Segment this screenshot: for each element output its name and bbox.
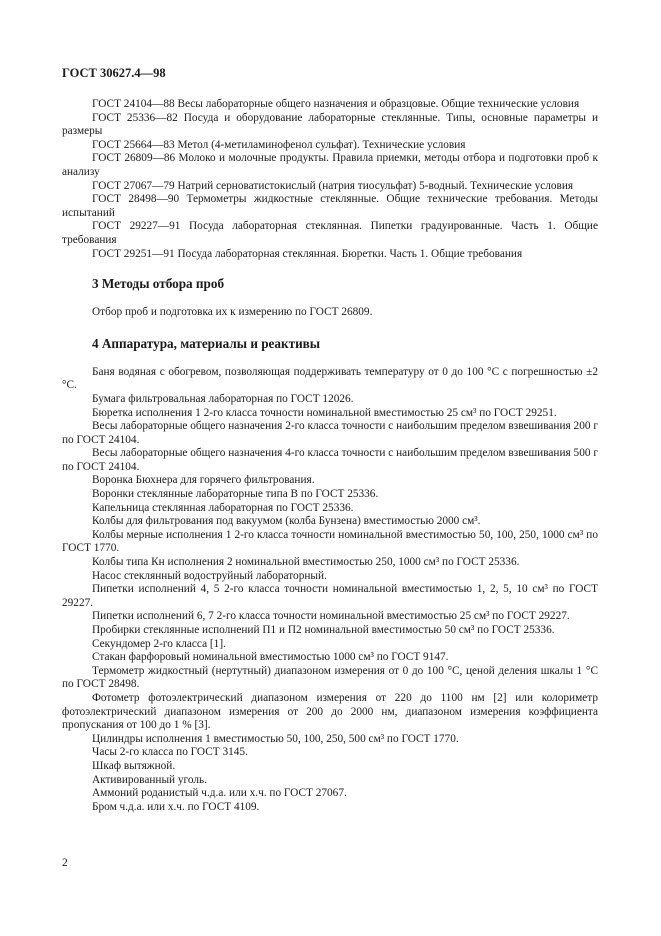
section-3-text: Отбор проб и подготовка их к измерению по ГОСТ 26809.	[92, 306, 373, 319]
document-body	[62, 98, 598, 814]
equipment-item: Цилиндры исполнения 1 вместимостью 50, 100, 250, 500 см³ по ГОСТ 1770.	[92, 732, 459, 745]
reference-item: ГОСТ 25664—83 Метол (4-метиламинофенол сульфат). Технические условия	[92, 138, 466, 151]
equipment-list	[62, 366, 598, 815]
equipment-item: Насос стеклянный водоструйный лабораторный.	[92, 569, 327, 582]
equipment-item: Активированный уголь.	[92, 773, 208, 786]
equipment-item: Колбы для фильтрования под вакуумом (колба Бунзена) вместимостью 2000 см³.	[92, 515, 481, 528]
equipment-item: Секундомер 2-го класса [1].	[92, 637, 226, 650]
references-list	[62, 98, 598, 261]
document-header: ГОСТ 30627.4—98	[62, 66, 166, 80]
reference-item: ГОСТ 29227—91 Посуда лабораторная стеклянная. Пипетки градуированные. Часть 1. Общие требования	[62, 220, 598, 246]
reference-item: ГОСТ 25336—82 Посуда и оборудование лабораторные стеклянные. Типы, основные параметры и размеры	[62, 111, 598, 138]
equipment-item: Шкаф вытяжной.	[92, 759, 176, 772]
equipment-item: Пипетки исполнений 6, 7 2-го класса точности номинальной вместимостью 25 см³ по ГОСТ 29227.	[92, 610, 570, 623]
reference-item: ГОСТ 27067—79 Натрий серноватистокислый (натрия тиосульфат) 5-водный. Технические условия	[92, 179, 574, 192]
reference-item: ГОСТ 24104—88 Весы лабораторные общего назначения и образцовые. Общие технические условия	[92, 98, 580, 110]
equipment-item: Колбы мерные исполнения 1 2-го класса точности номинальной вместимостью 50, 100, 250, 1000 см³ по ГОСТ 1770.	[62, 528, 598, 555]
reference-item: ГОСТ 28498—90 Термометры жидкостные стеклянные. Общие технические требования. Методы испытаний	[62, 193, 598, 219]
equipment-item: Бюретка исполнения 1 2-го класса точности номинальной вместимостью 25 см³ по ГОСТ 29251.	[92, 406, 557, 419]
equipment-item: Стакан фарфоровый номинальной вместимостью 1000 см³ по ГОСТ 9147.	[92, 651, 449, 664]
equipment-item: Весы лабораторные общего назначения 2-го класса точности с наибольшим пределом взвешивания 200 г по ГОСТ 24104.	[62, 420, 598, 446]
equipment-item: Пипетки исполнений 4, 5 2-го класса точности номинальной вместимостью 1, 2, 5, 10 см³ по ГОСТ 29227.	[62, 583, 598, 609]
equipment-item: Пробирки стеклянные исполнений П1 и П2 номинальной вместимостью 50 см³ по ГОСТ 25336.	[92, 624, 555, 636]
equipment-item: Термометр жидкостный (нертутный) диапазоном измерения от 0 до 100 °С, ценой деления шкалы 1 °С по ГОСТ 28498.	[62, 664, 598, 691]
equipment-item: Баня водяная с обогревом, позволяющая поддерживать температуру от 0 до 100 °С с погрешностью ±2 °С.	[62, 365, 598, 392]
section-4-title: 4 Аппаратура, материалы и реактивы	[92, 335, 321, 351]
reference-item: ГОСТ 26809—86 Молоко и молочные продукты. Правила приемки, методы отбора и подготовки проб к анализу	[62, 152, 598, 178]
equipment-item: Фотометр фотоэлектрический диапазоном измерения от 220 до 1100 нм [2] или колориметр фотоэлектрический диапазоном измерения от 200 до 2000 нм, диапазоном измерения коэффициента пропускания от 100 до 1 % [3].	[62, 691, 598, 732]
page-number: 2	[62, 857, 68, 869]
equipment-item: Воронки стеклянные лабораторные типа В по ГОСТ 25336.	[92, 488, 379, 501]
section-3-title: 3 Методы отбора проб	[92, 276, 225, 292]
equipment-item: Бром ч.д.а. или х.ч. по ГОСТ 4109.	[92, 800, 260, 813]
reference-item: ГОСТ 29251—91 Посуда лабораторная стеклянная. Бюретки. Часть 1. Общие требования	[92, 247, 523, 260]
equipment-item: Колбы типа Кн исполнения 2 номинальной вместимостью 250, 1000 см³ по ГОСТ 25336.	[92, 556, 520, 569]
equipment-item: Аммоний роданистый ч.д.а. или х.ч. по ГОСТ 27067.	[92, 787, 347, 800]
equipment-item: Часы 2-го класса по ГОСТ 3145.	[92, 746, 248, 759]
equipment-item: Воронка Бюхнера для горячего фильтрования.	[92, 474, 315, 487]
equipment-item: Весы лабораторные общего назначения 4-го класса точности с наибольшим пределом взвешивания 500 г по ГОСТ 24104.	[62, 447, 598, 473]
equipment-item: Капельница стеклянная лабораторная по ГОСТ 25336.	[92, 501, 354, 514]
equipment-item: Бумага фильтровальная лабораторная по ГОСТ 12026.	[92, 392, 354, 405]
